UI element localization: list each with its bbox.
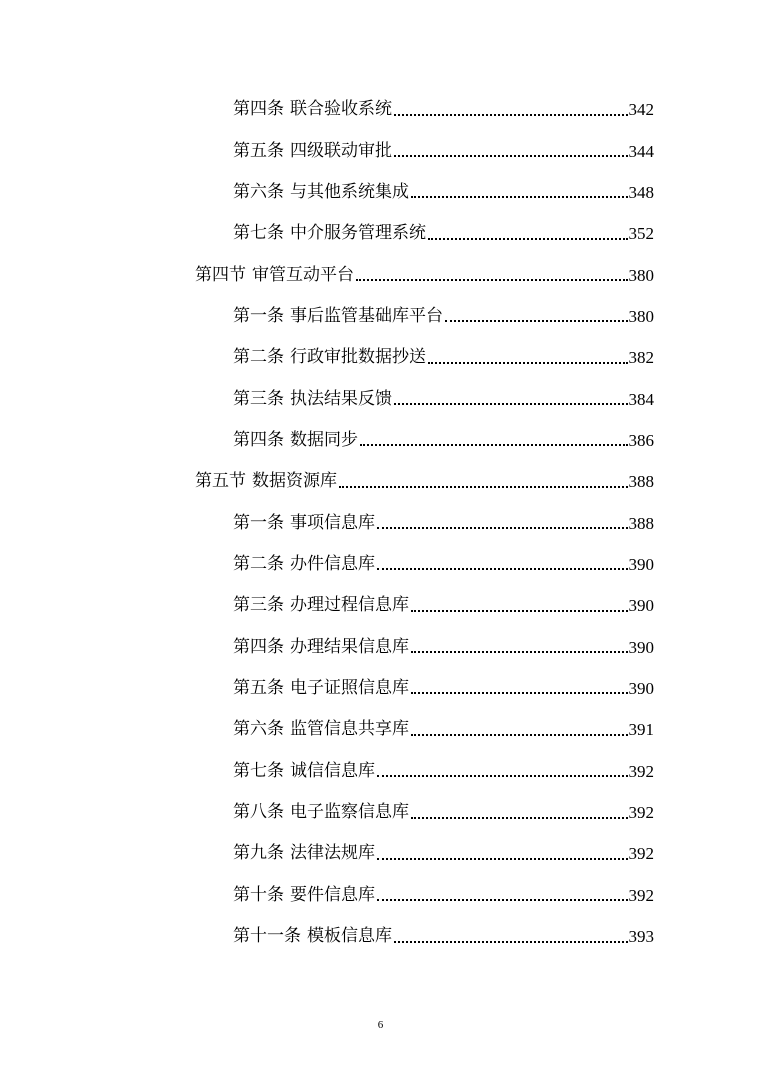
toc-dot-leader — [411, 596, 628, 616]
toc-entry-label: 中介服务管理系统 — [290, 223, 426, 244]
toc-entry-title — [233, 379, 392, 420]
toc-entry-label: 办理结果信息库 — [290, 636, 409, 657]
toc-entry-page: 390 — [628, 678, 654, 698]
toc-dot-leader — [411, 720, 628, 740]
toc-entry-page: 391 — [628, 720, 654, 740]
toc-entry-label: 办理过程信息库 — [290, 595, 409, 616]
toc-dot-leader — [411, 803, 628, 823]
toc-entry-number: 第十条 — [233, 884, 284, 905]
toc-entry-page: 348 — [628, 182, 654, 202]
toc-entry-number: 第五节 — [195, 471, 246, 492]
page-number: 6 — [377, 1019, 384, 1031]
toc-entry-page: 382 — [628, 348, 654, 368]
toc-entry-label: 诚信信息库 — [290, 760, 375, 781]
toc-dot-leader — [411, 637, 628, 657]
toc-entry-label: 模板信息库 — [307, 926, 392, 947]
toc-dot-leader — [445, 306, 628, 326]
toc-entry[interactable] — [0, 709, 654, 750]
toc-entry-number: 第八条 — [233, 802, 284, 823]
toc-entry-title — [233, 89, 392, 130]
toc-entry-number: 第三条 — [233, 595, 284, 616]
toc-entry-label: 数据资源库 — [252, 471, 337, 492]
toc-entry-title — [233, 792, 409, 833]
toc-entry-number: 第五条 — [233, 677, 284, 698]
toc-dot-leader — [377, 554, 628, 574]
toc-entry[interactable] — [0, 130, 654, 171]
toc-entry-number: 第一条 — [233, 512, 284, 533]
toc-entry-title — [233, 544, 375, 585]
toc-entry-label: 事项信息库 — [290, 512, 375, 533]
toc-entry-number: 第七条 — [233, 223, 284, 244]
toc-dot-leader — [394, 927, 628, 947]
toc-entry-page: 352 — [628, 224, 654, 244]
toc-entry-page: 380 — [628, 265, 654, 285]
toc-dot-leader — [356, 265, 628, 285]
toc-entry-number: 第四条 — [233, 429, 284, 450]
toc-entry-page: 392 — [628, 885, 654, 905]
toc-entry[interactable] — [0, 420, 654, 461]
toc-entry-label: 数据同步 — [290, 429, 358, 450]
toc-entry-label: 办件信息库 — [290, 553, 375, 574]
toc-entry-title — [233, 833, 375, 874]
toc-entry-page: 390 — [628, 637, 654, 657]
toc-entry[interactable] — [0, 172, 654, 213]
toc-entry[interactable] — [0, 296, 654, 337]
toc-entry[interactable] — [0, 792, 654, 833]
toc-dot-leader — [428, 224, 628, 244]
toc-entry-number: 第七条 — [233, 760, 284, 781]
toc-entry-number: 第六条 — [233, 719, 284, 740]
toc-entry-title — [233, 172, 409, 213]
toc-entry[interactable] — [0, 833, 654, 874]
toc-entry-page: 388 — [628, 472, 654, 492]
toc-dot-leader — [377, 513, 628, 533]
toc-entry-label: 行政审批数据抄送 — [290, 347, 426, 368]
toc-entry-number: 第九条 — [233, 843, 284, 864]
toc-section-entry[interactable] — [0, 461, 654, 502]
toc-entry-number: 第三条 — [233, 388, 284, 409]
toc-dot-leader — [428, 348, 628, 368]
toc-entry-number: 第十一条 — [233, 926, 301, 947]
toc-entry-page: 392 — [628, 803, 654, 823]
toc-entry-title — [233, 751, 375, 792]
toc-entry[interactable] — [0, 544, 654, 585]
toc-entry-label: 电子监察信息库 — [290, 802, 409, 823]
toc-entry-page: 386 — [628, 430, 654, 450]
toc-dot-leader — [411, 678, 628, 698]
toc-entry-number: 第一条 — [233, 305, 284, 326]
toc-entry-number: 第二条 — [233, 553, 284, 574]
toc-dot-leader — [394, 100, 628, 120]
toc-dot-leader — [411, 182, 628, 202]
toc-entry-label: 审管互动平台 — [252, 264, 354, 285]
toc-entry[interactable] — [0, 668, 654, 709]
toc-entry-label: 电子证照信息库 — [290, 677, 409, 698]
toc-entry-title — [233, 916, 392, 957]
toc-entry-title — [233, 503, 375, 544]
toc-entry-title — [233, 131, 392, 172]
toc-entry[interactable] — [0, 502, 654, 543]
toc-entry[interactable] — [0, 89, 654, 130]
toc-entry-label: 四级联动审批 — [290, 140, 392, 161]
toc-dot-leader — [394, 389, 628, 409]
toc-entry[interactable] — [0, 337, 654, 378]
toc-entry[interactable] — [0, 875, 654, 916]
toc-entry-label: 法律法规库 — [290, 843, 375, 864]
toc-dot-leader — [377, 844, 628, 864]
toc-entry-number: 第六条 — [233, 181, 284, 202]
toc-entry[interactable] — [0, 751, 654, 792]
toc-dot-leader — [394, 141, 628, 161]
toc-section-entry[interactable] — [0, 254, 654, 295]
table-of-contents — [0, 89, 761, 957]
toc-entry-title — [233, 420, 358, 461]
toc-entry-label: 要件信息库 — [290, 884, 375, 905]
toc-entry-number: 第四条 — [233, 99, 284, 120]
toc-entry-title — [233, 875, 375, 916]
toc-entry-title — [233, 668, 409, 709]
toc-entry[interactable] — [0, 916, 654, 957]
toc-entry-title — [195, 255, 354, 296]
toc-entry-title — [233, 627, 409, 668]
toc-entry-number: 第五条 — [233, 140, 284, 161]
toc-entry-page: 392 — [628, 761, 654, 781]
toc-entry-label: 联合验收系统 — [290, 99, 392, 120]
toc-entry-page: 384 — [628, 389, 654, 409]
toc-entry-title — [233, 337, 426, 378]
toc-entry-title — [233, 585, 409, 626]
toc-entry-title — [233, 296, 443, 337]
toc-entry[interactable] — [0, 378, 654, 419]
toc-entry-page: 392 — [628, 844, 654, 864]
toc-entry-page: 393 — [628, 927, 654, 947]
toc-entry-page: 388 — [628, 513, 654, 533]
toc-entry-number: 第二条 — [233, 347, 284, 368]
toc-dot-leader — [377, 761, 628, 781]
toc-dot-leader — [377, 885, 628, 905]
toc-dot-leader — [360, 430, 628, 450]
toc-entry-page: 344 — [628, 141, 654, 161]
toc-entry-label: 执法结果反馈 — [290, 388, 392, 409]
toc-entry-number: 第四条 — [233, 636, 284, 657]
toc-dot-leader — [339, 472, 628, 492]
toc-entry-title — [195, 461, 337, 502]
toc-entry-title — [233, 213, 426, 254]
toc-entry-label: 与其他系统集成 — [290, 181, 409, 202]
toc-entry-number: 第四节 — [195, 264, 246, 285]
toc-entry[interactable] — [0, 585, 654, 626]
toc-entry-page: 390 — [628, 554, 654, 574]
toc-entry[interactable] — [0, 213, 654, 254]
toc-entry-page: 342 — [628, 100, 654, 120]
toc-entry[interactable] — [0, 626, 654, 667]
toc-entry-page: 390 — [628, 596, 654, 616]
toc-entry-label: 事后监管基础库平台 — [290, 305, 443, 326]
toc-entry-label: 监管信息共享库 — [290, 719, 409, 740]
toc-entry-title — [233, 709, 409, 750]
toc-entry-page: 380 — [628, 306, 654, 326]
